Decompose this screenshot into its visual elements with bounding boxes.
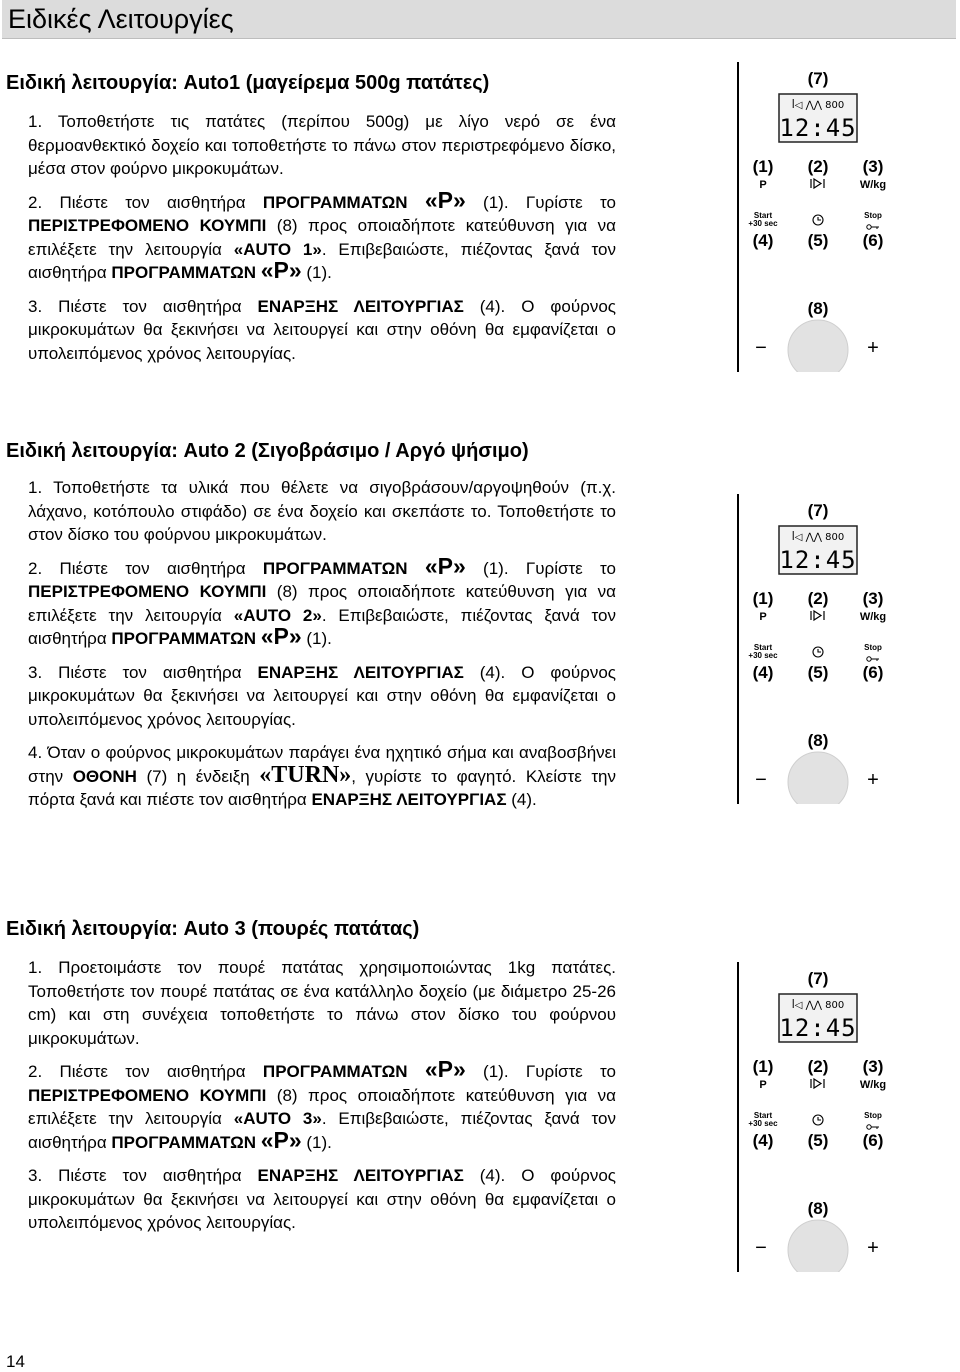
defrost-icon — [811, 179, 824, 188]
clock-icon — [813, 1115, 823, 1125]
emphasis-text: ΠΡΟΓΡΑΜΜΑΤΩΝ — [262, 1062, 425, 1081]
button-number: (5) — [807, 231, 829, 250]
knob-plus: + — [867, 337, 879, 359]
emphasis-text: ΟΘΟΝΗ — [72, 766, 137, 786]
clock-icon — [813, 215, 823, 225]
defrost-icon — [811, 611, 824, 620]
page-header — [2, 0, 956, 39]
button-label: Stop — [864, 1111, 882, 1120]
lock-icon — [867, 657, 879, 661]
button-number: (3) — [862, 589, 884, 608]
step-text: (7) η ένδειξη — [136, 766, 260, 786]
button-number: (1) — [752, 157, 774, 176]
button-label: Stop — [864, 211, 882, 220]
button-label: W/kg — [859, 179, 887, 191]
step-text: 3. Πιέστε τον αισθητήρα — [28, 662, 258, 682]
button-label: W/kg — [859, 1079, 887, 1091]
step-paragraph — [28, 186, 616, 285]
knob-label: (8) — [807, 1199, 829, 1218]
button-number: (3) — [862, 157, 884, 176]
emphasis-text: «AUTO 2» — [233, 605, 322, 625]
display-icons: ꟾ◁ ⋀⋀ 800 — [791, 532, 845, 543]
step-text: , γυρίστε το φαγητό. Κλείστε την πόρτα ξανά και πιέστε τον αισθητήρα — [28, 766, 616, 809]
step-text: 3. Πιέστε τον αισθητήρα — [28, 1166, 258, 1185]
rotary-knob — [788, 1220, 848, 1272]
icon-stroke — [867, 1125, 871, 1129]
step-text: (8) προς οποιαδήποτε κατεύθυνση για να επιλέξετε την λειτουργία — [28, 216, 616, 259]
step-paragraph — [28, 476, 616, 547]
emphasis-text: ΠΡΟΓΡΑΜΜΑΤΩΝ — [262, 192, 425, 212]
lock-icon — [867, 1125, 879, 1129]
page-title: Ειδικές Λειτουργίες — [8, 4, 234, 34]
display-label: (7) — [807, 501, 829, 520]
button-number: (1) — [752, 589, 774, 608]
emphasis-text: ΠΕΡΙΣΤΡΕΦΟΜΕΝΟ ΚΟΥΜΠΙ — [28, 216, 267, 235]
emphasis-text: ΠΕΡΙΣΤΡΕΦΟΜΕΝΟ ΚΟΥΜΠΙ — [28, 1085, 267, 1105]
step-paragraph — [28, 741, 616, 812]
button-label: Start — [753, 211, 773, 220]
emphasis-text: «AUTO 1» — [233, 239, 322, 259]
emphasis-text: «AUTO 3» — [233, 1109, 322, 1128]
emphasis-text: «P» — [260, 623, 302, 649]
button-number: (2) — [807, 157, 829, 176]
display-label: (7) — [807, 969, 829, 988]
step-text: . Επιβεβαιώστε, πιέζοντας ξανά τον αισθητήρα — [28, 239, 616, 282]
step-paragraph — [28, 552, 616, 651]
step-text: (1). Γυρίστε το — [465, 192, 616, 212]
step-text: (4). Ο φούρνος μικροκυμάτων θα ξεκινήσει να λειτουργεί και στην οθόνη θα εμφανίζεται ο υπολειπόμενος χρόνος λειτουργίας. — [28, 296, 616, 363]
knob-minus: − — [755, 769, 767, 791]
button-number: (4) — [752, 231, 774, 250]
step-text: 1. Τοποθετήστε τα υλικά που θέλετε να σιγοβράσουν/αργοψηθούν (π.χ. λάχανο, κοτόπουλο στιφάδο) σε ένα δοχείο και σκεπάστε το. Τοποθετήστε το στον δίσκο του φούρνου μικροκυμάτων. — [28, 478, 616, 544]
control-panel-svg — [739, 62, 960, 372]
knob-plus: + — [867, 769, 879, 791]
step-paragraph — [28, 1056, 616, 1154]
button-label: P — [759, 179, 767, 191]
button-label: Stop — [864, 643, 882, 652]
emphasis-text: «P» — [260, 257, 302, 283]
knob-minus: − — [755, 337, 767, 359]
step-text: (1). Γυρίστε το — [465, 558, 616, 578]
rotary-knob — [788, 320, 848, 372]
emphasis-text: ΠΡΟΓΡΑΜΜΑΤΩΝ — [262, 558, 425, 578]
emphasis-text: ΠΡΟΓΡΑΜΜΑΤΩΝ — [111, 263, 261, 282]
knob-minus: − — [755, 1237, 767, 1259]
display-icons: ꟾ◁ ⋀⋀ 800 — [791, 100, 845, 111]
knob-label: (8) — [807, 731, 829, 750]
emphasis-text: ΕΝΑΡΞΗΣ ΛΕΙΤΟΥΡΓΙΑΣ — [257, 1166, 464, 1185]
icon-stroke — [871, 1127, 879, 1129]
button-label: W/kg — [859, 611, 887, 623]
button-number: (6) — [862, 663, 884, 682]
step-text: (8) προς οποιαδήποτε κατεύθυνση για να επιλέξετε την λειτουργία — [28, 1085, 616, 1128]
defrost-icon — [811, 1079, 824, 1088]
button-label: P — [759, 611, 767, 623]
step-text: . Επιβεβαιώστε, πιέζοντας ξανά τον αισθητήρα — [28, 605, 616, 648]
button-number: (3) — [862, 1057, 884, 1076]
control-panel-svg — [739, 962, 960, 1272]
emphasis-text: «P» — [424, 552, 466, 579]
button-number: (2) — [807, 589, 829, 608]
step-text: 1. Τοποθετήστε τις πατάτες (περίπου 500g) με λίγο νερό σε ένα θερμοανθεκτικό δοχείο και τοποθετήστε το πάνω στον περιστρεφόμενο δίσκο, μέσα στον φούρνο μικροκυμάτων. — [28, 112, 616, 178]
button-number: (4) — [752, 663, 774, 682]
section-title: Ειδική λειτουργία: Auto 3 (πουρές πατάτας) — [6, 918, 420, 940]
emphasis-text: «TURN» — [259, 761, 352, 788]
display-icons: ꟾ◁ ⋀⋀ 800 — [791, 1000, 845, 1011]
icon-stroke — [814, 1079, 821, 1088]
icon-stroke — [867, 657, 871, 661]
display-time: 12:45 — [779, 1014, 857, 1042]
button-number: (2) — [807, 1057, 829, 1076]
button-number: (6) — [862, 231, 884, 250]
button-label: +30 sec — [748, 1119, 778, 1128]
step-text: (1). Γυρίστε το — [465, 1062, 616, 1081]
control-panel-svg — [739, 494, 960, 804]
control-panel-diagram — [737, 494, 960, 804]
icon-stroke — [871, 227, 879, 229]
control-panel-diagram — [737, 962, 960, 1272]
icon-stroke — [818, 217, 821, 220]
emphasis-text: «P» — [424, 1056, 466, 1082]
step-paragraph — [28, 110, 616, 181]
button-label: +30 sec — [748, 651, 778, 660]
emphasis-text: ΕΝΑΡΞΗΣ ΛΕΙΤΟΥΡΓΙΑΣ — [257, 296, 464, 316]
section-title: Ειδική λειτουργία: Auto 2 (Σιγοβράσιμο / Αργό ψήσιμο) — [6, 440, 529, 462]
emphasis-text: ΠΡΟΓΡΑΜΜΑΤΩΝ — [111, 629, 261, 648]
icon-stroke — [818, 1117, 821, 1120]
step-text: 4. Όταν ο φούρνος μικροκυμάτων παράγει ένα ηχητικό σήμα και αναβοσβήνει στην — [28, 743, 616, 786]
emphasis-text: ΠΕΡΙΣΤΡΕΦΟΜΕΝΟ ΚΟΥΜΠΙ — [28, 582, 267, 601]
step-text: (1). — [301, 1132, 332, 1152]
display-time: 12:45 — [779, 546, 857, 574]
step-text: 2. Πιέστε τον αισθητήρα — [28, 1062, 263, 1081]
emphasis-text: ΕΝΑΡΞΗΣ ΛΕΙΤΟΥΡΓΙΑΣ — [257, 662, 464, 682]
button-number: (5) — [807, 663, 829, 682]
step-text: (4). Ο φούρνος μικροκυμάτων θα ξεκινήσει να λειτουργεί και στην οθόνη θα εμφανίζεται ο υπολειπόμενος χρόνος λειτουργίας. — [28, 662, 616, 729]
step-paragraph — [28, 1164, 616, 1235]
step-text: (8) προς οποιαδήποτε κατεύθυνση για να επιλέξετε την λειτουργία — [28, 582, 616, 625]
step-text: (1). — [301, 629, 332, 648]
button-number: (6) — [862, 1131, 884, 1150]
rotary-knob — [788, 752, 848, 804]
section-steps — [28, 110, 616, 375]
step-paragraph — [28, 295, 616, 366]
step-text: . Επιβεβαιώστε, πιέζοντας ξανά τον αισθητήρα — [28, 1109, 616, 1152]
lock-icon — [867, 225, 879, 229]
page-number: 14 — [6, 1352, 25, 1371]
step-text: 1. Προετοιμάστε τον πουρέ πατάτας χρησιμοποιώντας 1kg πατάτες. Τοποθετήστε τον πουρέ πατάτας σε ένα κατάλληλο δοχείο (με διάμετρο 25-26 cm) και στη συνέχεια τοποθετήστε το πάνω στον δίσκο του φούρνου μικροκυμάτων. — [28, 958, 616, 1048]
step-paragraph — [28, 661, 616, 732]
step-text: 2. Πιέστε τον αισθητήρα — [28, 192, 263, 212]
emphasis-text: «P» — [260, 1126, 302, 1153]
step-text: (4). Ο φούρνος μικροκυμάτων θα ξεκινήσει να λειτουργεί και στην οθόνη θα εμφανίζεται ο υπολειπόμενος χρόνος λειτουργίας. — [28, 1166, 616, 1232]
emphasis-text: ΠΡΟΓΡΑΜΜΑΤΩΝ — [111, 1132, 261, 1152]
icon-stroke — [814, 611, 821, 620]
button-number: (1) — [752, 1057, 774, 1076]
step-text: (1). — [301, 263, 332, 282]
icon-stroke — [867, 225, 871, 229]
clock-icon — [813, 647, 823, 657]
step-paragraph — [28, 956, 616, 1050]
button-number: (4) — [752, 1131, 774, 1150]
button-label: Start — [753, 1111, 773, 1120]
section-title: Ειδική λειτουργία: Auto1 (μαγείρεμα 500g πατάτες) — [6, 72, 490, 94]
icon-stroke — [871, 659, 879, 661]
button-number: (5) — [807, 1131, 829, 1150]
button-label: Start — [753, 643, 773, 652]
display-label: (7) — [807, 69, 829, 88]
button-label: +30 sec — [748, 219, 778, 228]
section-steps — [28, 956, 616, 1245]
knob-label: (8) — [807, 299, 829, 318]
control-panel-diagram — [737, 62, 960, 372]
knob-plus: + — [867, 1237, 879, 1259]
button-label: P — [759, 1079, 767, 1091]
emphasis-text: ΕΝΑΡΞΗΣ ΛΕΙΤΟΥΡΓΙΑΣ — [311, 790, 507, 809]
icon-stroke — [814, 179, 821, 188]
section-steps — [28, 476, 616, 822]
step-text: (4). — [506, 790, 537, 809]
step-text: 2. Πιέστε τον αισθητήρα — [28, 558, 263, 578]
display-time: 12:45 — [779, 114, 857, 142]
emphasis-text: «P» — [424, 186, 466, 213]
step-text: 3. Πιέστε τον αισθητήρα — [28, 296, 258, 316]
icon-stroke — [818, 649, 821, 652]
